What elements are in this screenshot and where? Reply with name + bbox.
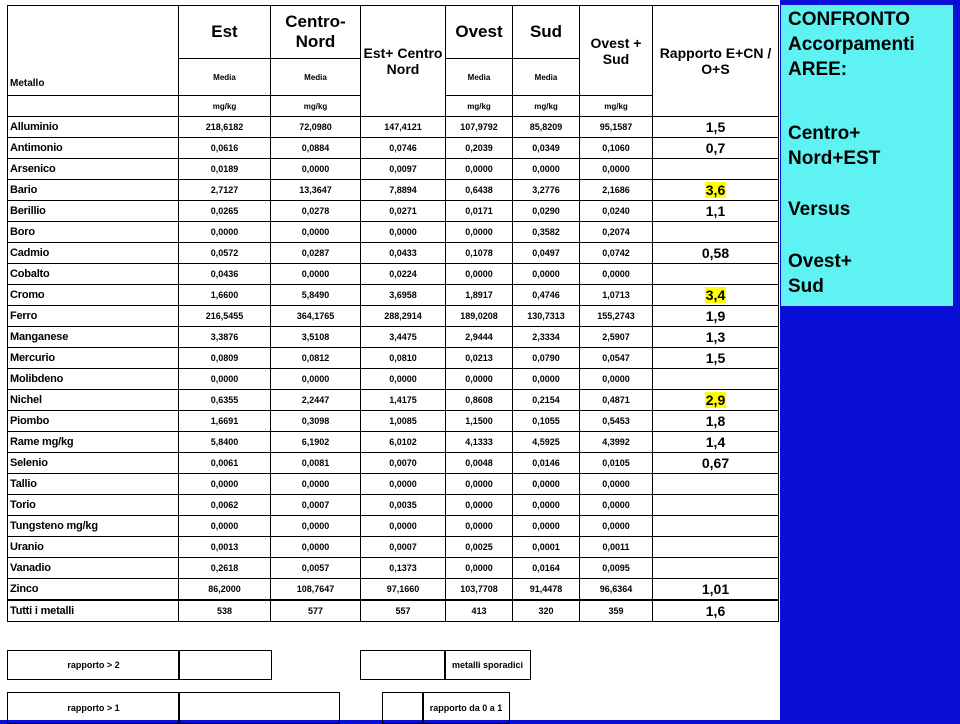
- metal-name: Mercurio: [8, 348, 179, 369]
- table-row: [8, 159, 779, 180]
- header-metal: Metallo: [8, 6, 179, 96]
- metal-name: Molibdeno: [8, 369, 179, 390]
- value-cell: 0,0000: [513, 369, 580, 390]
- value-cell: 0,0000: [179, 516, 271, 537]
- value-cell: 413: [446, 600, 513, 622]
- value-cell: 0,0000: [513, 516, 580, 537]
- metal-name: Torio: [8, 495, 179, 516]
- value-cell: 557: [361, 600, 446, 622]
- value-cell: 3,6958: [361, 285, 446, 306]
- value-cell: 0,0809: [179, 348, 271, 369]
- value-cell: 0,1373: [361, 558, 446, 579]
- legend-swatch-gt-1: [178, 692, 340, 724]
- value-cell: 0,6355: [179, 390, 271, 411]
- value-cell: 155,2743: [580, 306, 653, 327]
- header-unit-est: mg/kg: [179, 96, 271, 117]
- ratio-value: 1,5: [705, 350, 726, 366]
- legend-ratio-0-1: rapporto da 0 a 1: [422, 692, 510, 724]
- ratio-value: 1,01: [701, 581, 730, 597]
- ratio-cell: [653, 180, 779, 201]
- header-media-ovest: Media: [446, 59, 513, 96]
- value-cell: 0,0000: [580, 516, 653, 537]
- value-cell: 0,0000: [580, 159, 653, 180]
- value-cell: 0,0287: [271, 243, 361, 264]
- header-blank: [8, 96, 179, 117]
- value-cell: 0,0000: [179, 474, 271, 495]
- value-cell: 0,5453: [580, 411, 653, 432]
- ratio-cell: [653, 243, 779, 264]
- value-cell: 0,0213: [446, 348, 513, 369]
- value-cell: 0,1060: [580, 138, 653, 159]
- metal-name: Antimonio: [8, 138, 179, 159]
- value-cell: 0,0278: [271, 201, 361, 222]
- table-row: [8, 390, 779, 411]
- value-cell: 0,0081: [271, 453, 361, 474]
- metal-name: Zinco: [8, 579, 179, 601]
- value-cell: 0,0164: [513, 558, 580, 579]
- value-cell: 4,5925: [513, 432, 580, 453]
- value-cell: 0,0000: [446, 474, 513, 495]
- value-cell: 0,0095: [580, 558, 653, 579]
- value-cell: 3,4475: [361, 327, 446, 348]
- value-cell: 147,4121: [361, 117, 446, 138]
- header-centro-nord: Centro-Nord: [271, 6, 361, 59]
- value-cell: 0,0349: [513, 138, 580, 159]
- value-cell: 189,0208: [446, 306, 513, 327]
- value-cell: 2,9444: [446, 327, 513, 348]
- value-cell: 0,4746: [513, 285, 580, 306]
- value-cell: 359: [580, 600, 653, 622]
- value-cell: 0,0000: [361, 516, 446, 537]
- value-cell: 0,0000: [513, 264, 580, 285]
- value-cell: 0,0035: [361, 495, 446, 516]
- value-cell: 85,8209: [513, 117, 580, 138]
- metal-name: Tallio: [8, 474, 179, 495]
- ratio-value: 3,4: [705, 287, 726, 303]
- value-cell: 0,0189: [179, 159, 271, 180]
- metal-name: Rame mg/kg: [8, 432, 179, 453]
- value-cell: 1,1500: [446, 411, 513, 432]
- metal-name: Bario: [8, 180, 179, 201]
- ratio-cell: [653, 453, 779, 474]
- value-cell: 0,0271: [361, 201, 446, 222]
- table-row: [8, 453, 779, 474]
- ratio-cell: [653, 117, 779, 138]
- table-row: [8, 117, 779, 138]
- value-cell: 0,0000: [580, 495, 653, 516]
- ratio-value: 1,1: [705, 203, 726, 219]
- table-row: [8, 495, 779, 516]
- header-sud: Sud: [513, 6, 580, 59]
- value-cell: 0,0810: [361, 348, 446, 369]
- value-cell: 0,0240: [580, 201, 653, 222]
- value-cell: 577: [271, 600, 361, 622]
- value-cell: 1,0085: [361, 411, 446, 432]
- value-cell: 216,5455: [179, 306, 271, 327]
- metal-name: Cromo: [8, 285, 179, 306]
- value-cell: 0,0000: [580, 264, 653, 285]
- value-cell: 0,0000: [271, 264, 361, 285]
- ratio-cell: [653, 432, 779, 453]
- metal-name: Berillio: [8, 201, 179, 222]
- value-cell: 538: [179, 600, 271, 622]
- value-cell: 0,0000: [271, 474, 361, 495]
- header-est-centro-nord: Est+ Centro Nord: [361, 6, 446, 117]
- ratio-cell: [653, 600, 779, 622]
- ratio-value: 0,58: [701, 245, 730, 261]
- value-cell: 0,6438: [446, 180, 513, 201]
- table-row: [8, 579, 779, 601]
- value-cell: 0,0013: [179, 537, 271, 558]
- value-cell: 7,8894: [361, 180, 446, 201]
- value-cell: 0,0616: [179, 138, 271, 159]
- value-cell: 0,0000: [446, 516, 513, 537]
- table-row: [8, 348, 779, 369]
- metal-name: Nichel: [8, 390, 179, 411]
- ratio-value: 1,9: [705, 308, 726, 324]
- value-cell: 0,0000: [446, 222, 513, 243]
- value-cell: 0,0000: [513, 159, 580, 180]
- value-cell: 0,0433: [361, 243, 446, 264]
- value-cell: 0,0000: [271, 369, 361, 390]
- value-cell: 0,0001: [513, 537, 580, 558]
- panel-line-1: CONFRONTO: [788, 9, 911, 30]
- value-cell: 0,0000: [179, 369, 271, 390]
- value-cell: 0,1055: [513, 411, 580, 432]
- value-cell: 3,3876: [179, 327, 271, 348]
- value-cell: 0,4871: [580, 390, 653, 411]
- ratio-cell: [653, 474, 779, 495]
- metals-table: [7, 5, 779, 622]
- value-cell: 0,0007: [361, 537, 446, 558]
- panel-line-4: Centro+: [788, 123, 861, 144]
- value-cell: 107,9792: [446, 117, 513, 138]
- value-cell: 0,0000: [271, 159, 361, 180]
- value-cell: 95,1587: [580, 117, 653, 138]
- header-media-est: Media: [179, 59, 271, 96]
- metal-name: Arsenico: [8, 159, 179, 180]
- ratio-cell: [653, 348, 779, 369]
- comparison-panel: [781, 5, 953, 306]
- value-cell: 0,0062: [179, 495, 271, 516]
- value-cell: 13,3647: [271, 180, 361, 201]
- value-cell: 0,0171: [446, 201, 513, 222]
- value-cell: 4,1333: [446, 432, 513, 453]
- panel-line-7: Ovest+: [788, 251, 852, 272]
- ratio-value: 2,9: [705, 392, 726, 408]
- table-row: [8, 432, 779, 453]
- value-cell: 0,0290: [513, 201, 580, 222]
- legend-swatch-0-1: [382, 692, 424, 724]
- value-cell: 0,0742: [580, 243, 653, 264]
- ratio-cell: [653, 327, 779, 348]
- value-cell: 0,0000: [446, 159, 513, 180]
- value-cell: 3,2776: [513, 180, 580, 201]
- metal-name: Tungsteno mg/kg: [8, 516, 179, 537]
- value-cell: 0,0000: [361, 222, 446, 243]
- value-cell: 0,2618: [179, 558, 271, 579]
- value-cell: 0,2154: [513, 390, 580, 411]
- ratio-cell: [653, 411, 779, 432]
- value-cell: 2,1686: [580, 180, 653, 201]
- value-cell: 2,7127: [179, 180, 271, 201]
- value-cell: 0,0746: [361, 138, 446, 159]
- ratio-cell: [653, 159, 779, 180]
- header-unit-ovest: mg/kg: [446, 96, 513, 117]
- value-cell: 0,0790: [513, 348, 580, 369]
- value-cell: 97,1660: [361, 579, 446, 601]
- value-cell: 0,0000: [361, 369, 446, 390]
- value-cell: 108,7647: [271, 579, 361, 601]
- value-cell: 0,0025: [446, 537, 513, 558]
- value-cell: 96,6364: [580, 579, 653, 601]
- value-cell: 0,0000: [179, 222, 271, 243]
- value-cell: 320: [513, 600, 580, 622]
- ratio-value: 1,5: [705, 119, 726, 135]
- value-cell: 0,0000: [446, 264, 513, 285]
- legend-sporadic-metals: metalli sporadici: [444, 650, 531, 680]
- value-cell: 0,0436: [179, 264, 271, 285]
- legend-ratio-gt-2: rapporto > 2: [7, 650, 180, 680]
- metal-name: Manganese: [8, 327, 179, 348]
- value-cell: 103,7708: [446, 579, 513, 601]
- table-row: [8, 558, 779, 579]
- ratio-value: 1,8: [705, 413, 726, 429]
- value-cell: 364,1765: [271, 306, 361, 327]
- ratio-value: 1,6: [705, 603, 726, 619]
- legend-swatch-gt-2: [178, 650, 272, 680]
- metal-name: Selenio: [8, 453, 179, 474]
- value-cell: 0,3582: [513, 222, 580, 243]
- table-row: [8, 285, 779, 306]
- value-cell: 0,0000: [580, 369, 653, 390]
- metal-name: Ferro: [8, 306, 179, 327]
- table-row: [8, 327, 779, 348]
- table-row: [8, 474, 779, 495]
- value-cell: 288,2914: [361, 306, 446, 327]
- value-cell: 4,3992: [580, 432, 653, 453]
- ratio-cell: [653, 516, 779, 537]
- value-cell: 1,6691: [179, 411, 271, 432]
- table-row: [8, 243, 779, 264]
- ratio-cell: [653, 495, 779, 516]
- value-cell: 0,0000: [446, 558, 513, 579]
- value-cell: 0,0224: [361, 264, 446, 285]
- value-cell: 0,0000: [271, 537, 361, 558]
- header-unit-ovest-sud: mg/kg: [580, 96, 653, 117]
- table-row: [8, 306, 779, 327]
- value-cell: 0,0572: [179, 243, 271, 264]
- value-cell: 1,4175: [361, 390, 446, 411]
- value-cell: 72,0980: [271, 117, 361, 138]
- value-cell: 0,0048: [446, 453, 513, 474]
- value-cell: 0,2039: [446, 138, 513, 159]
- value-cell: 0,0011: [580, 537, 653, 558]
- panel-line-2: Accorpamenti: [788, 34, 915, 55]
- value-cell: 0,0000: [271, 516, 361, 537]
- value-cell: 5,8400: [179, 432, 271, 453]
- value-cell: 0,0097: [361, 159, 446, 180]
- panel-line-6: Versus: [788, 199, 851, 220]
- ratio-cell: [653, 285, 779, 306]
- panel-line-5: Nord+EST: [788, 148, 881, 169]
- value-cell: 1,0713: [580, 285, 653, 306]
- header-ovest: Ovest: [446, 6, 513, 59]
- table-row: [8, 180, 779, 201]
- metal-name: Boro: [8, 222, 179, 243]
- metal-name: Cadmio: [8, 243, 179, 264]
- value-cell: 0,2074: [580, 222, 653, 243]
- header-unit-sud: mg/kg: [513, 96, 580, 117]
- value-cell: 2,5907: [580, 327, 653, 348]
- ratio-value: 0,67: [701, 455, 730, 471]
- value-cell: 0,1078: [446, 243, 513, 264]
- ratio-cell: [653, 222, 779, 243]
- value-cell: 0,0497: [513, 243, 580, 264]
- panel-line-3: AREE:: [788, 59, 848, 80]
- value-cell: 0,0105: [580, 453, 653, 474]
- legend-swatch-sporadic: [360, 650, 446, 680]
- value-cell: 0,0000: [361, 474, 446, 495]
- value-cell: 0,0000: [513, 495, 580, 516]
- value-cell: 91,4478: [513, 579, 580, 601]
- value-cell: 0,0057: [271, 558, 361, 579]
- metal-name: Uranio: [8, 537, 179, 558]
- table-row: [8, 411, 779, 432]
- value-cell: 0,0265: [179, 201, 271, 222]
- table-row: [8, 516, 779, 537]
- value-cell: 2,3334: [513, 327, 580, 348]
- value-cell: 1,6600: [179, 285, 271, 306]
- header-est: Est: [179, 6, 271, 59]
- ratio-cell: [653, 138, 779, 159]
- table-row: [8, 222, 779, 243]
- value-cell: 6,1902: [271, 432, 361, 453]
- value-cell: 0,0000: [446, 495, 513, 516]
- value-cell: 0,0000: [580, 474, 653, 495]
- ratio-value: 1,3: [705, 329, 726, 345]
- header-unit-centro-nord: mg/kg: [271, 96, 361, 117]
- value-cell: 0,0884: [271, 138, 361, 159]
- value-cell: 0,3098: [271, 411, 361, 432]
- metal-name: Piombo: [8, 411, 179, 432]
- value-cell: 1,8917: [446, 285, 513, 306]
- header-ovest-sud: Ovest + Sud: [580, 6, 653, 96]
- value-cell: 130,7313: [513, 306, 580, 327]
- ratio-cell: [653, 537, 779, 558]
- value-cell: 2,2447: [271, 390, 361, 411]
- metal-name: Alluminio: [8, 117, 179, 138]
- ratio-value: 0,7: [705, 140, 726, 156]
- value-cell: 0,0070: [361, 453, 446, 474]
- ratio-cell: [653, 558, 779, 579]
- ratio-value: 1,4: [705, 434, 726, 450]
- value-cell: 0,0061: [179, 453, 271, 474]
- value-cell: 0,0547: [580, 348, 653, 369]
- value-cell: 6,0102: [361, 432, 446, 453]
- value-cell: 3,5108: [271, 327, 361, 348]
- ratio-cell: [653, 579, 779, 601]
- value-cell: 86,2000: [179, 579, 271, 601]
- header-media-centro-nord: Media: [271, 59, 361, 96]
- value-cell: 5,8490: [271, 285, 361, 306]
- metal-name: Vanadio: [8, 558, 179, 579]
- table-row: [8, 264, 779, 285]
- value-cell: 0,0146: [513, 453, 580, 474]
- value-cell: 0,0000: [513, 474, 580, 495]
- ratio-value: 3,6: [705, 182, 726, 198]
- table-row: [8, 537, 779, 558]
- table-row: [8, 201, 779, 222]
- ratio-cell: [653, 264, 779, 285]
- table-row: [8, 138, 779, 159]
- header-media-sud: Media: [513, 59, 580, 96]
- table-row: [8, 369, 779, 390]
- value-cell: 0,0812: [271, 348, 361, 369]
- header-rapporto: Rapporto E+CN / O+S: [653, 6, 779, 117]
- ratio-cell: [653, 390, 779, 411]
- value-cell: 0,0000: [271, 222, 361, 243]
- metal-name: Cobalto: [8, 264, 179, 285]
- ratio-cell: [653, 369, 779, 390]
- total-row: [8, 600, 779, 622]
- panel-line-8: Sud: [788, 276, 824, 297]
- metal-name: Tutti i metalli: [8, 600, 179, 622]
- value-cell: 0,8608: [446, 390, 513, 411]
- value-cell: 218,6182: [179, 117, 271, 138]
- value-cell: 0,0007: [271, 495, 361, 516]
- ratio-cell: [653, 306, 779, 327]
- legend-ratio-gt-1: rapporto > 1: [7, 692, 180, 724]
- value-cell: 0,0000: [446, 369, 513, 390]
- ratio-cell: [653, 201, 779, 222]
